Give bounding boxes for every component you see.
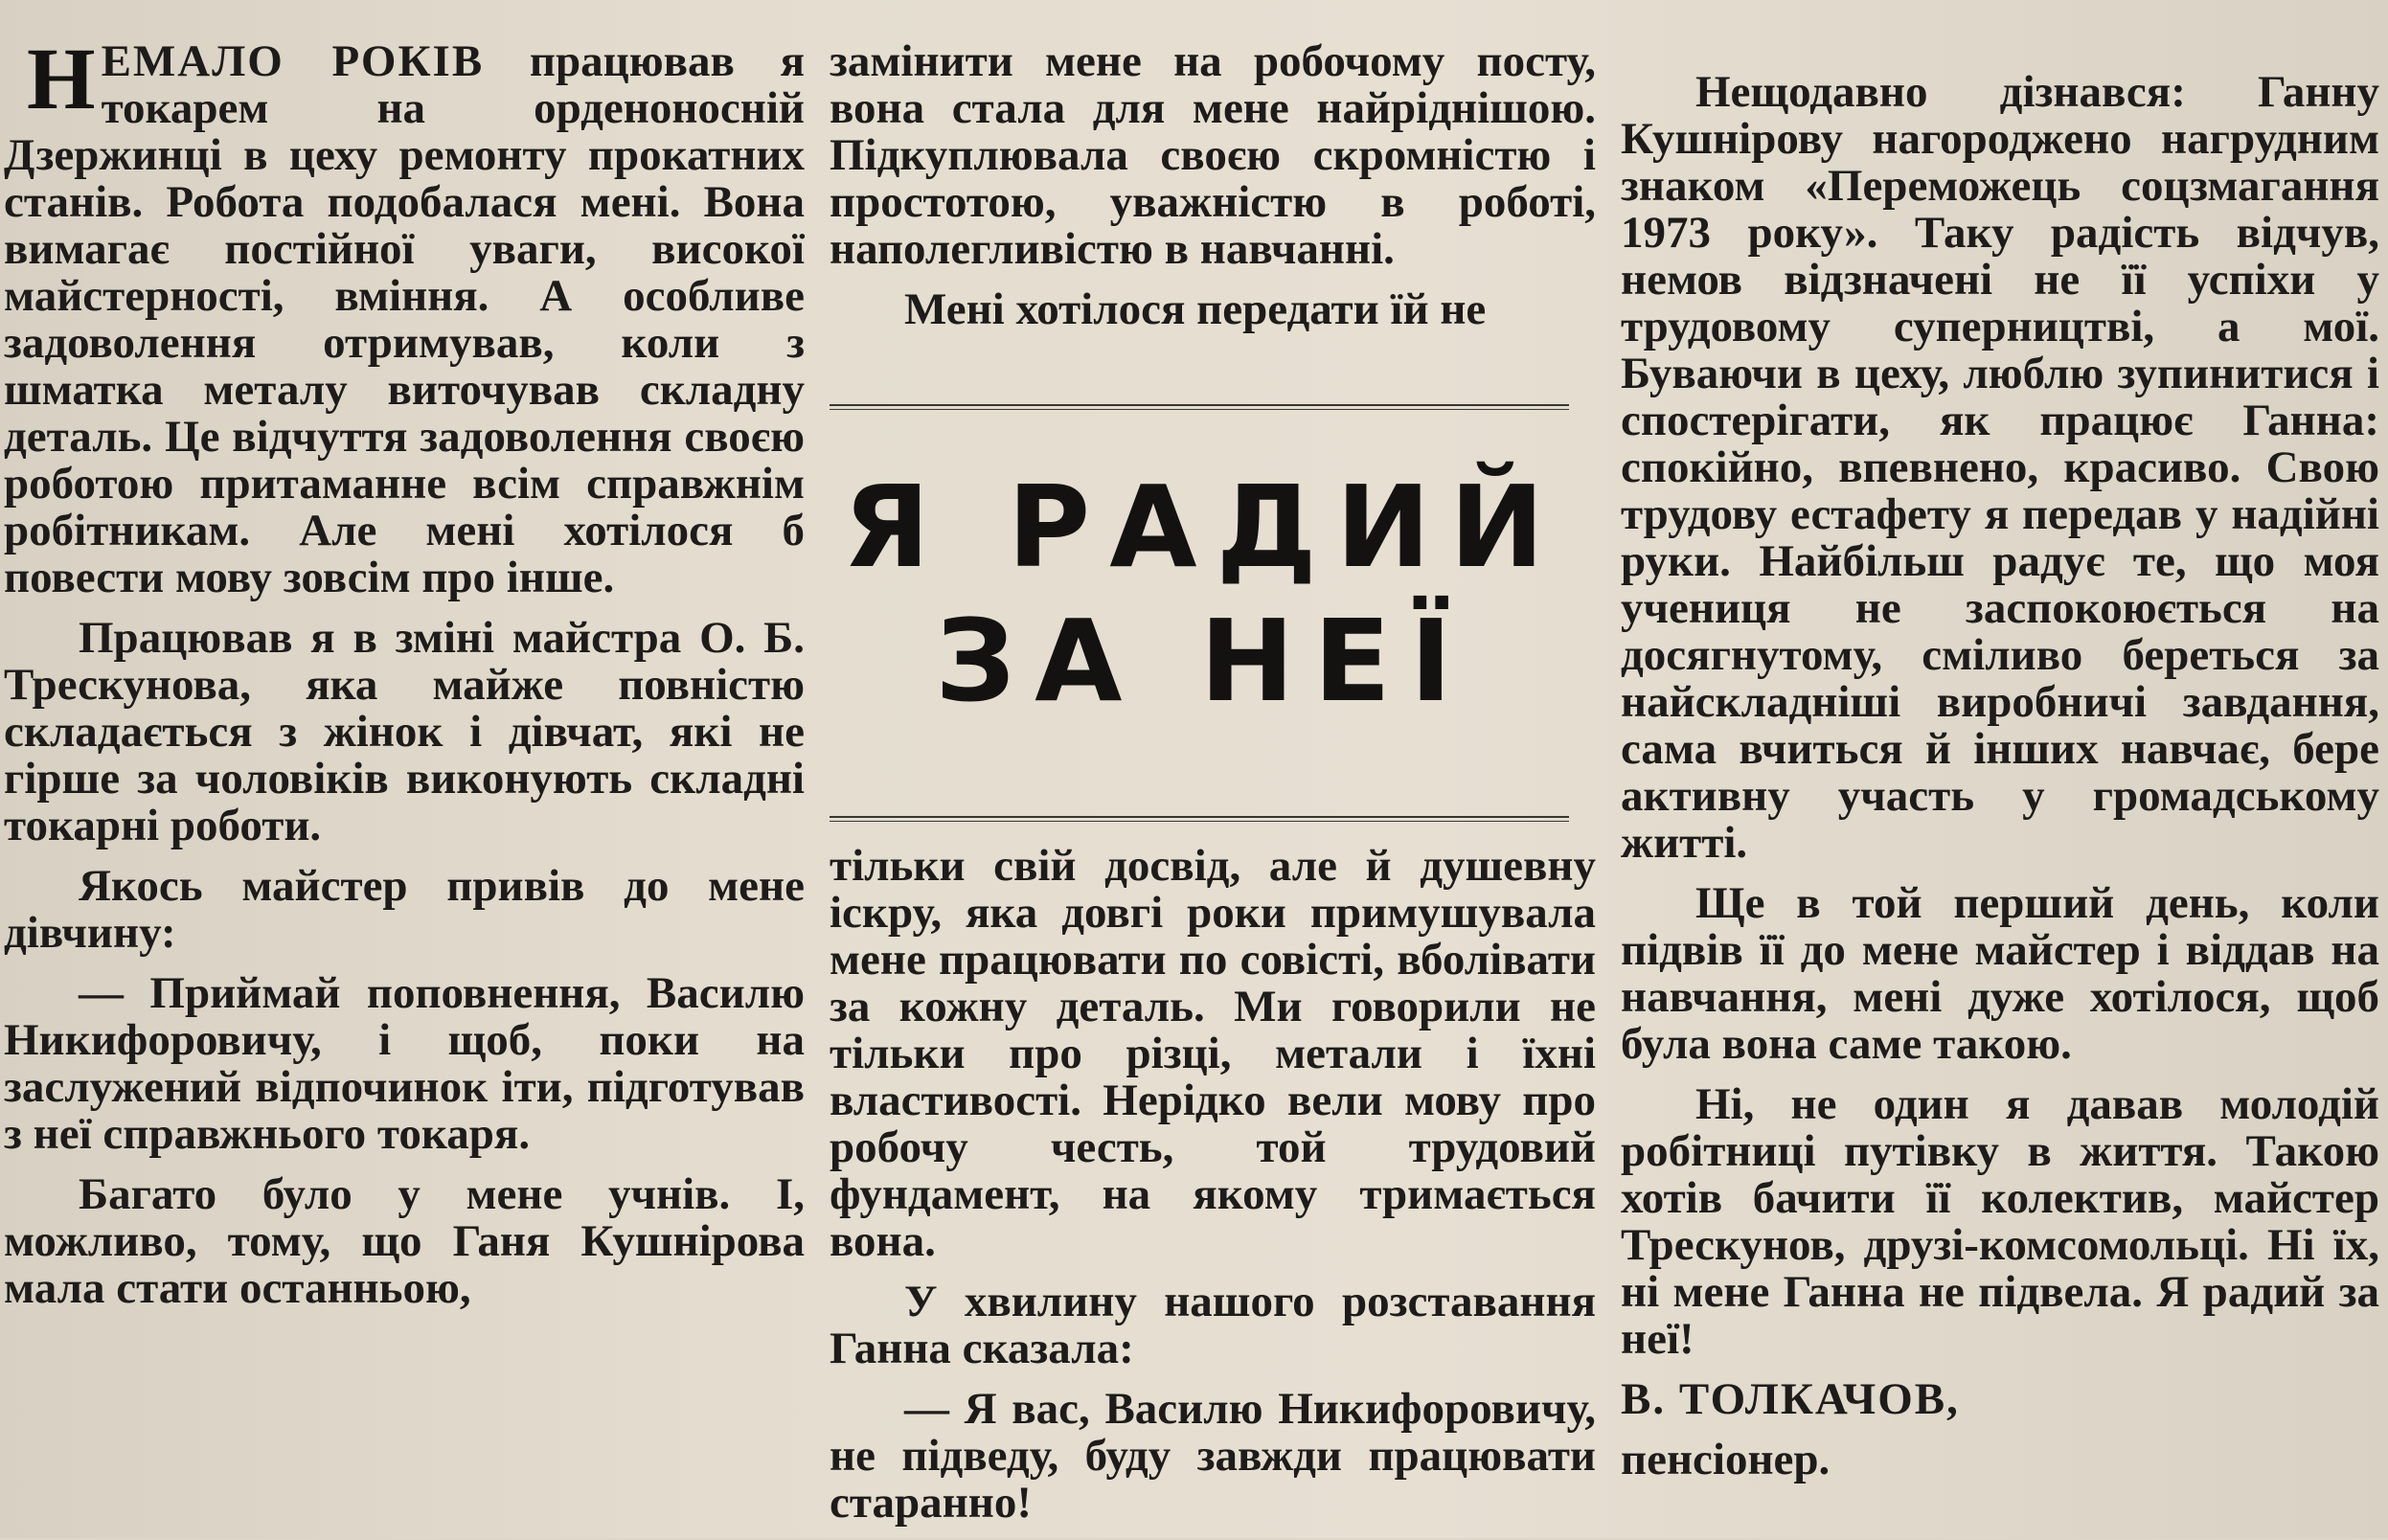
paragraph: Якось майстер привів до мене дівчину:	[4, 861, 805, 958]
paragraph: Нещодавно дізнався: Ганну Кушнірову нагороджено нагрудним знаком «Переможець соцзмагання 1973 року». Таку радість відчув, немов відзначені не її успіхи у трудовому суперництві, а мої. Буваючи в цеху, люблю зупинитися і спостерігати, як працює Ганна: спокійно, впевнено, красиво. Свою трудову естафету я передав у надійні руки. Найбільш радує те, що моя учениця не заспокоюється на досягнутому, сміливо береться за найскладніші виробничі завдання, сама вчиться й інших навчає, бере активну участь у громадському житті.	[1621, 67, 2379, 868]
paragraph-lead	[4, 30, 805, 602]
article-column-3	[1621, 69, 2379, 1497]
author-signature: В. ТОЛКАЧОВ,	[1621, 1374, 1960, 1424]
paragraph-dialogue: — Приймай поповнення, Василю Никифоровичу, і щоб, поки на заслужений відпочинок іти, підготував з неї справжнього токаря.	[4, 968, 805, 1159]
article-column-2-top	[830, 38, 1596, 347]
headline-rule-top	[830, 404, 1569, 410]
headline-line-2: ЗА НЕЇ	[935, 595, 1471, 727]
author-role: пенсіонер.	[1621, 1435, 1831, 1484]
headline-rule-bottom	[830, 816, 1569, 822]
headline-line-1: Я РАДИЙ	[842, 461, 1564, 593]
lead-text: працював я токарем на орденоносній Дзержинці в цеху ремонту прокатних станів. Робота подобалася мені. Вона вимагає постійної уваги, високої майстерності, вміння. А особливе задоволення отримував, коли з шматка металу виточував складну деталь. Це відчуття задоволення своєю роботою притаманне всім справжнім робітникам. Але мені хотілося б повести мову зовсім про інше.	[4, 36, 805, 602]
paragraph: Мені хотілося передати їй не	[904, 284, 1487, 334]
paragraph: тільки свій досвід, але й душевну іскру, яка довгі роки примушувала мене працювати по совісті, вболівати за кожну деталь. Ми говорили не тільки про різці, метали і їхні властивості. Нерідко вели мову про робочу честь, той трудовий фундамент, на якому тримається вона.	[830, 841, 1596, 1266]
paragraph: замінити мене на робочому посту, вона стала для мене найріднішою. Підкуплювала своєю скромністю і простотою, уважністю в роботі, наполегливістю в навчанні.	[830, 36, 1596, 274]
article-column-2-bottom	[830, 843, 1596, 1540]
paragraph: Працював я в зміні майстра О. Б. Трескунова, яка майже повністю складається з жінок і дівчат, які не гірше за чоловіків виконують складні токарні роботи.	[4, 613, 805, 850]
paragraph: Багато було у мене учнів. І, можливо, тому, що Ганя Кушнірова мала стати останньою,	[4, 1169, 805, 1313]
article-column-1	[4, 30, 805, 1325]
article-headline	[830, 460, 1577, 728]
paragraph: Ні, не один я давав молодій робітниці путівку в життя. Такою хотів бачити її колектив, майстер Трескунов, друзі-комсомольці. Ні їх, ні мене Ганна не підвела. Я радий за неї!	[1621, 1079, 2379, 1364]
paragraph: Ще в той перший день, коли підвів її до мене майстер і віддав на навчання, мені дуже хотілося, щоб була вона саме такою.	[1621, 878, 2379, 1069]
drop-cap: Н	[27, 30, 96, 127]
lead-capitals: ЕМАЛО РОКІВ	[101, 36, 485, 86]
paragraph-dialogue: — Я вас, Василю Никифоровичу, не підведу, буду завжди працювати старанно!	[830, 1384, 1596, 1528]
paragraph: У хвилину нашого розставання Ганна сказала:	[830, 1277, 1596, 1373]
